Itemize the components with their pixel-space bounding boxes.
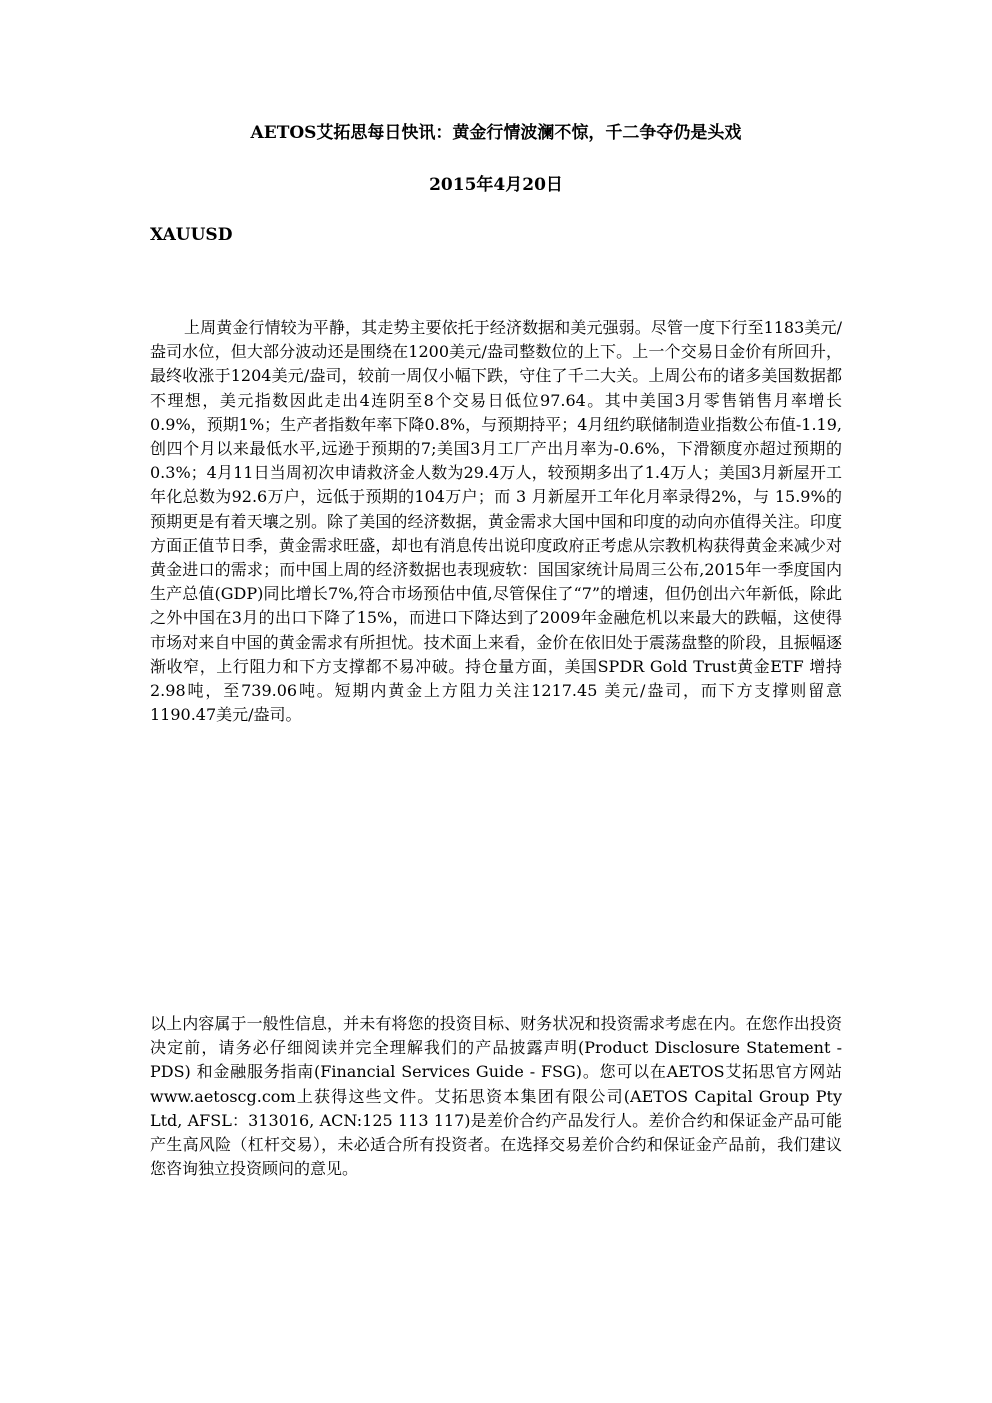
document-date: 2015年4月20日 xyxy=(429,175,563,195)
disclaimer-paragraph: 以上内容属于一般性信息，并未有将您的投资目标、财务状况和投资需求考虑在内。在您作出投资决定前，请务必仔细阅读并完全理解我们的产品披露声明(Product Disclosure Statement - PDS) 和金融服务指南(Financial Services Guide - FSG)。您可以在AETOS艾拓思官方网站www.aetoscg.com上获得这些文件。艾拓思资本集团有限公司(AETOS Capital Group Pty Ltd, AFSL：313016, ACN:125 113 117)是差价合约产品发行人。差价合约和保证金产品可能产生高风险（杠杆交易），未必适合所有投资者。在选择交易差价合约和保证金产品前，我们建议您咨询独立投资顾问的意见。 xyxy=(150,1014,842,1179)
document-title: AETOS艾拓思每日快讯：黄金行情波澜不惊，千二争夺仍是头戏 xyxy=(250,123,742,143)
market-commentary-paragraph: 上周黄金行情较为平静，其走势主要依托于经济数据和美元强弱。尽管一度下行至1183美元/盎司水位，但大部分波动还是围绕在1200美元/盎司整数位的上下。上一个交易日金价有所回升，最终收涨于1204美元/盎司，较前一周仅小幅下跌，守住了千二大关。上周公布的诸多美国数据都不理想，美元指数因此走出4连阴至8个交易日低位97.64。其中美国3月零售销售月率增长0.9%，预期1%；生产者指数年率下降0.8%，与预期持平；4月纽约联储制造业指数公布值-1.19,创四个月以来最低水平,远逊于预期的7;美国3月工厂产出月率为-0.6%，下滑额度亦超过预期的0.3%；4月11日当周初次申请救济金人数为29.4万人，较预期多出了1.4万人；美国3月新屋开工年化总数为92.6万户，远低于预期的104万户；而 3 月新屋开工年化月率录得2%，与 15.9%的预期更是有着天壤之别。除了美国的经济数据，黄金需求大国中国和印度的动向亦值得关注。印度方面正值节日季，黄金需求旺盛，却也有消息传出说印度政府正考虑从宗教机构获得黄金来减少对黄金进口的需求；而中国上周的经济数据也表现疲软：国国家统计局周三公布,2015年一季度国内生产总值(GDP)同比增长7%,符合市场预估中值,尽管保住了“7”的增速，但仍创出六年新低，除此之外中国在3月的出口下降了15%，而进口下降达到了2009年金融危机以来最大的跌幅，这使得市场对来自中国的黄金需求有所担忧。技术面上来看，金价在依旧处于震荡盘整的阶段，且振幅逐渐收窄，上行阻力和下方支撑都不易冲破。持仓量方面，美国SPDR Gold Trust黄金ETF 增持2.98吨，至739.06吨。短期内黄金上方阻力关注1217.45 美元/盎司，而下方支撑则留意 1190.47美元/盎司。 xyxy=(150,318,842,725)
instrument-symbol: XAUUSD xyxy=(150,225,233,245)
